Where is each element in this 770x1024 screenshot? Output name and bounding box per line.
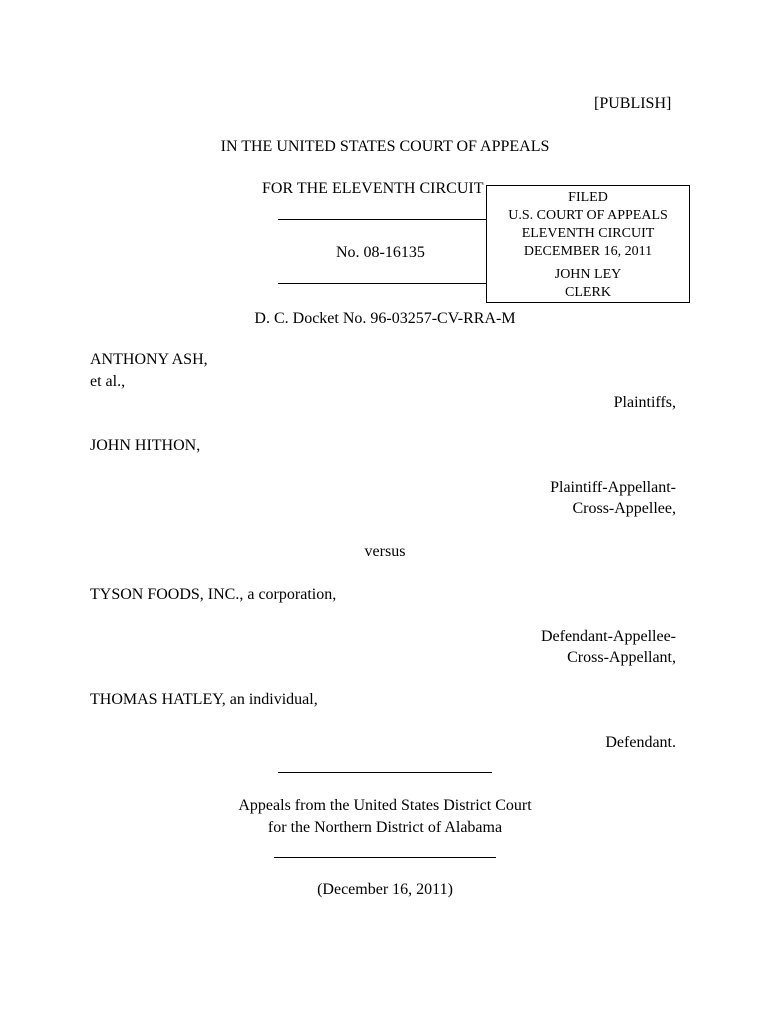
plaintiff-role: Plaintiffs,	[613, 394, 676, 411]
separator-rule	[278, 219, 492, 220]
case-number: No. 08-16135	[336, 244, 425, 261]
plaintiff-role: Cross-Appellee,	[572, 500, 676, 517]
plaintiff-name: JOHN HITHON,	[90, 437, 201, 454]
plaintiff-role: Plaintiff-Appellant-	[550, 479, 676, 496]
versus-label: versus	[364, 543, 406, 560]
filed-date: DECEMBER 16, 2011	[523, 244, 653, 259]
defendant-role: Defendant-Appellee-	[540, 628, 676, 645]
filed-circuit: ELEVENTH CIRCUIT	[521, 226, 655, 241]
defendant-name: TYSON FOODS, INC., a corporation,	[90, 586, 337, 603]
filed-label: FILED	[568, 190, 608, 205]
defendant-role: Cross-Appellant,	[567, 649, 676, 666]
decision-date: (December 16, 2011)	[317, 881, 453, 898]
plaintiff-etal: et al.,	[90, 373, 126, 390]
filed-stamp	[486, 185, 690, 303]
publish-tag: [PUBLISH]	[594, 95, 672, 112]
clerk-name: JOHN LEY	[554, 267, 622, 282]
court-name: IN THE UNITED STATES COURT OF APPEALS	[220, 138, 550, 155]
separator-rule	[278, 772, 492, 773]
defendant-name: THOMAS HATLEY, an individual,	[90, 691, 318, 708]
docket-number: D. C. Docket No. 96-03257-CV-RRA-M	[254, 310, 516, 327]
filed-court: U.S. COURT OF APPEALS	[508, 208, 668, 223]
separator-rule	[274, 857, 496, 858]
plaintiff-name: ANTHONY ASH,	[90, 351, 208, 368]
separator-rule	[278, 283, 492, 284]
defendant-role: Defendant.	[605, 734, 676, 751]
circuit-name: FOR THE ELEVENTH CIRCUIT	[262, 180, 484, 197]
appeal-origin: Appeals from the United States District Court	[238, 797, 532, 814]
appeal-district: for the Northern District of Alabama	[267, 819, 503, 836]
clerk-title: CLERK	[565, 285, 611, 300]
